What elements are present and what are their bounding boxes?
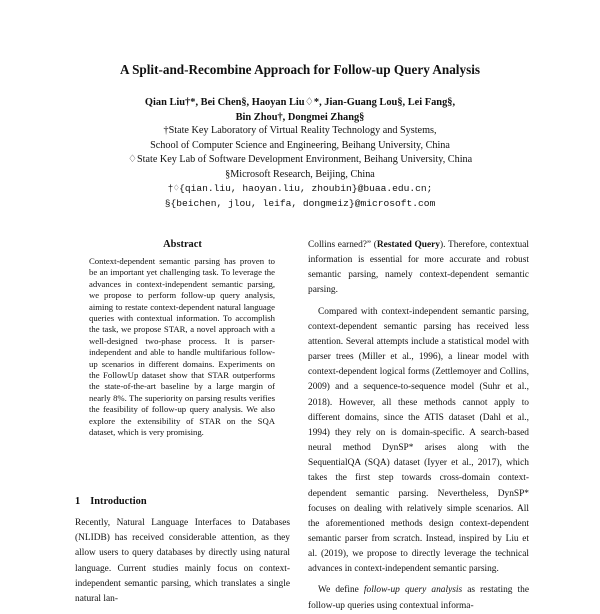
affiliation-line: †State Key Laboratory of Virtual Reality Technology and Systems, bbox=[163, 125, 437, 136]
right-column bbox=[308, 238, 529, 614]
author-line: Qian Liu†*, Bei Chen§, Haoyan Liu♢*, Jian-Guang Lou§, Lei Fang§, bbox=[144, 97, 456, 108]
intro-paragraph: Recently, Natural Language Interfaces to Databases (NLIDB) has received considerable attention, as they allow users to query databases by directly using natural language. Current studies mainly focus on context-independent semantic parsing, which translates a single natural lan- bbox=[75, 518, 290, 605]
paper-title: A Split-and-Recombine Approach for Follow-up Query Analysis bbox=[119, 62, 480, 77]
affiliation-line: ♢State Key Lab of Software Development Environment, Beihang University, China bbox=[127, 154, 473, 166]
section-number: 1 bbox=[75, 496, 81, 507]
text-run: Collins earned?” ( bbox=[308, 240, 377, 250]
affiliations bbox=[0, 124, 600, 212]
body-paragraph bbox=[308, 238, 529, 299]
author-list bbox=[0, 95, 600, 125]
text-run: We define bbox=[318, 585, 364, 596]
author-line: Bin Zhou†, Dongmei Zhang§ bbox=[235, 112, 365, 123]
affiliation-line: §Microsoft Research, Beijing, China bbox=[225, 168, 375, 180]
affiliation-line: School of Computer Science and Engineering, Beihang University, China bbox=[150, 139, 450, 151]
abstract-heading: Abstract bbox=[163, 239, 202, 250]
bold-term: Restated Query bbox=[376, 240, 440, 250]
section-title: Introduction bbox=[90, 496, 147, 507]
text-run: as restating the follow-up queries using contextual informa- bbox=[308, 585, 530, 611]
abstract-text: Context-dependent semantic parsing has proven to be an important yet challenging task. To leverage the advances in context-independent semantic parsing, we propose to perform follow-up query analysis, aiming to restate context-dependent natural language queries with contextual information. To accomplish the task, we propose STAR, a novel approach with a well-designed two-phase process. It is parser-independent and able to handle multifarious follow-up scenarios in different domains. Experiments on the FollowUp dataset show that STAR outperforms the state-of-the-art baseline by a large margin of nearly 8%. The superiority on parsing results verifies the feasibility of follow-up query analysis. We also explore the extensibility of STAR on the SQA dataset, which is very promising. bbox=[89, 256, 275, 438]
email-line: §{beichen, jlou, leifa, dongmeiz}@microsoft.com bbox=[164, 197, 436, 209]
email-line: †♢{qian.liu, haoyan.liu, zhoubin}@buaa.edu.cn; bbox=[167, 183, 433, 195]
body-paragraph: Compared with context-independent semantic parsing, context-dependent semantic parsing has received less attention. Several attempts include a statistical model with parser trees (Miller et al., 1996), a linear model with context-dependent logical forms (Zettlemoyer and Collins, 2009) and a sequence-to-sequence model (Suhr et al., 2018). However, all these methods cannot apply to different domains, since the ATIS dataset (Dahl et al., 1994) they rely on is domain-specific. A search-based neural method DynSP* arises along with the SequentialQA (SQA) dataset (Iyyer et al., 2017), which takes the first step towards cross-domain context-dependent semantic parsing. Nevertheless, DynSP* focuses on dealing with relatively simple scenarios. All the aforementioned methods design context-dependent semantic parser from scratch. Instead, inspired by Liu et al. (2019), we propose to directly leverage the technical advances in context-independent semantic parsing. bbox=[308, 306, 529, 575]
text-run: ). Therefore, contextual information is essential for more accurate and robust semantic parsing, namely context-dependent semantic parsing. bbox=[308, 240, 529, 296]
italic-term: follow-up query analysis bbox=[363, 585, 463, 596]
section-heading bbox=[75, 496, 290, 507]
body-paragraph bbox=[308, 583, 529, 613]
